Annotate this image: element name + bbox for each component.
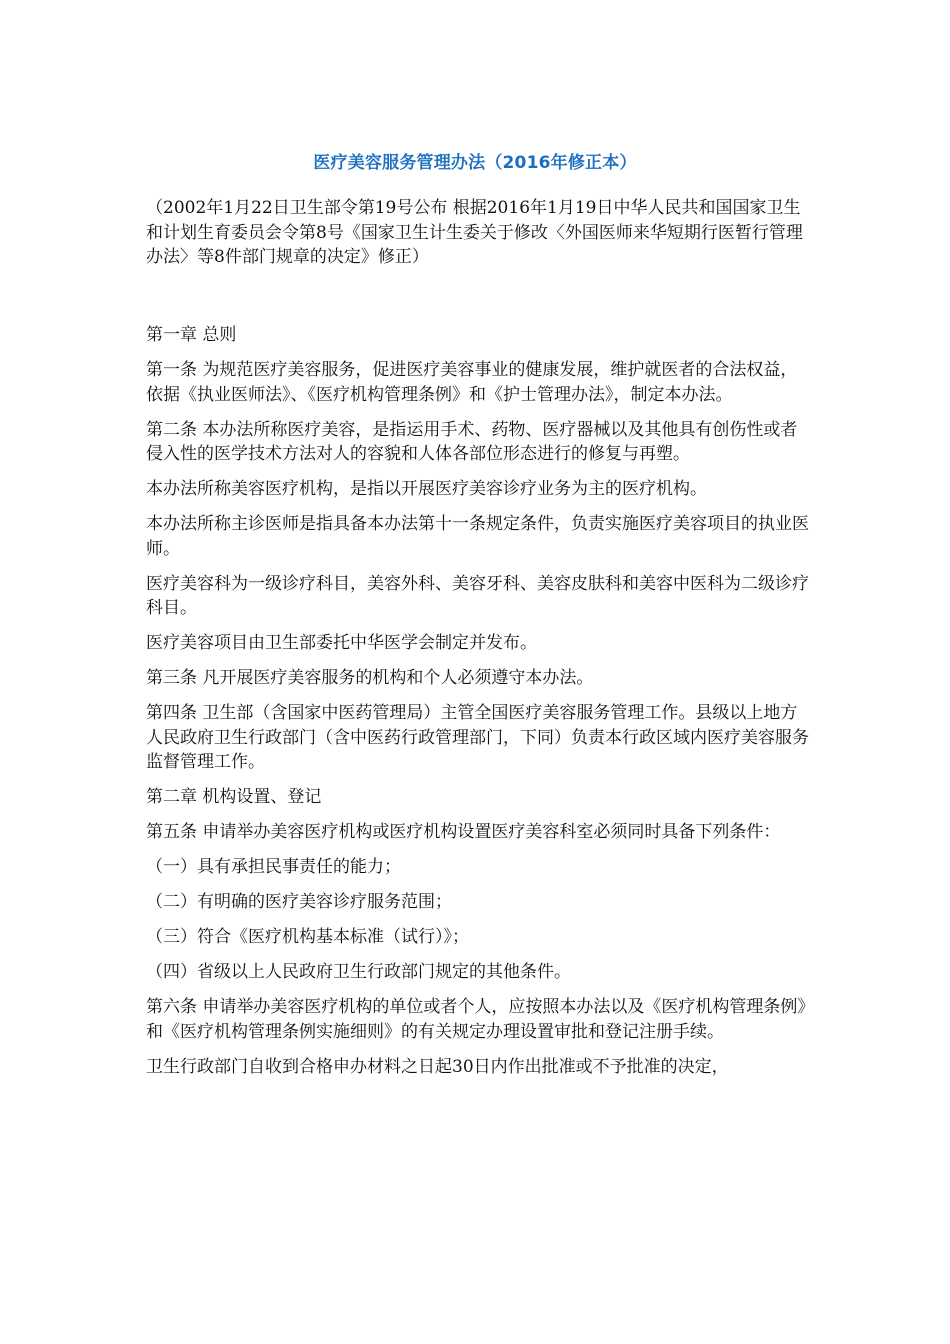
document-title: 医疗美容服务管理办法（2016年修正本）: [313, 153, 637, 173]
article-paragraph: 第三条 凡开展医疗美容服务的机构和个人必须遵守本办法。: [146, 668, 594, 688]
chapter-heading: 第一章 总则: [146, 325, 237, 345]
article-paragraph: 第二条 本办法所称医疗美容，是指运用手术、药物、医疗器械以及其他具有创伤性或者侵入性的医学技术方法对人的容貌和人体各部位形态进行的修复与再塑。: [146, 419, 798, 464]
article-paragraph: 第四条 卫生部（含国家中医药管理局）主管全国医疗美容服务管理工作。县级以上地方人民政府卫生行政部门（含中医药行政管理部门，下同）负责本行政区域内医疗美容服务监督管理工作。: [146, 703, 809, 772]
body-paragraph: 医疗美容科为一级诊疗科目，美容外科、美容牙科、美容皮肤科和美容中医科为二级诊疗科目。: [146, 573, 809, 618]
article-paragraph: 第五条 申请举办美容医疗机构或医疗机构设置医疗美容科室必须同时具备下列条件：: [146, 822, 781, 842]
document-preamble: （2002年1月22日卫生部令第19号公布 根据2016年1月19日中华人民共和国国家卫生和计划生育委员会令第8号《国家卫生计生委关于修改〈外国医师来华短期行医暂行管理办法〉等8件部门规章的决定》修正）: [146, 198, 803, 267]
list-item: （三）符合《医疗机构基本标准（试行）》；: [146, 927, 469, 947]
article-paragraph: 第六条 申请举办美容医疗机构的单位或者个人，应按照本办法以及《医疗机构管理条例》和《医疗机构管理条例实施细则》的有关规定办理设置审批和登记注册手续。: [146, 997, 806, 1042]
list-item: （二）有明确的医疗美容诊疗服务范围；: [146, 892, 452, 912]
document-body: [146, 323, 810, 1090]
article-paragraph: 第一条 为规范医疗美容服务，促进医疗美容事业的健康发展，维护就医者的合法权益，依据《执业医师法》、《医疗机构管理条例》和《护士管理办法》，制定本办法。: [146, 360, 798, 405]
list-item: （一）具有承担民事责任的能力；: [146, 857, 401, 877]
body-paragraph: 医疗美容项目由卫生部委托中华医学会制定并发布。: [146, 633, 537, 653]
body-paragraph: 本办法所称美容医疗机构，是指以开展医疗美容诊疗业务为主的医疗机构。: [146, 479, 707, 499]
chapter-heading: 第二章 机构设置、登记: [146, 787, 322, 807]
body-paragraph: 本办法所称主诊医师是指具备本办法第十一条规定条件，负责实施医疗美容项目的执业医师。: [146, 514, 809, 559]
list-item: （四）省级以上人民政府卫生行政部门规定的其他条件。: [146, 962, 571, 982]
body-paragraph: 卫生行政部门自收到合格申办材料之日起30日内作出批准或不予批准的决定，: [146, 1056, 729, 1077]
